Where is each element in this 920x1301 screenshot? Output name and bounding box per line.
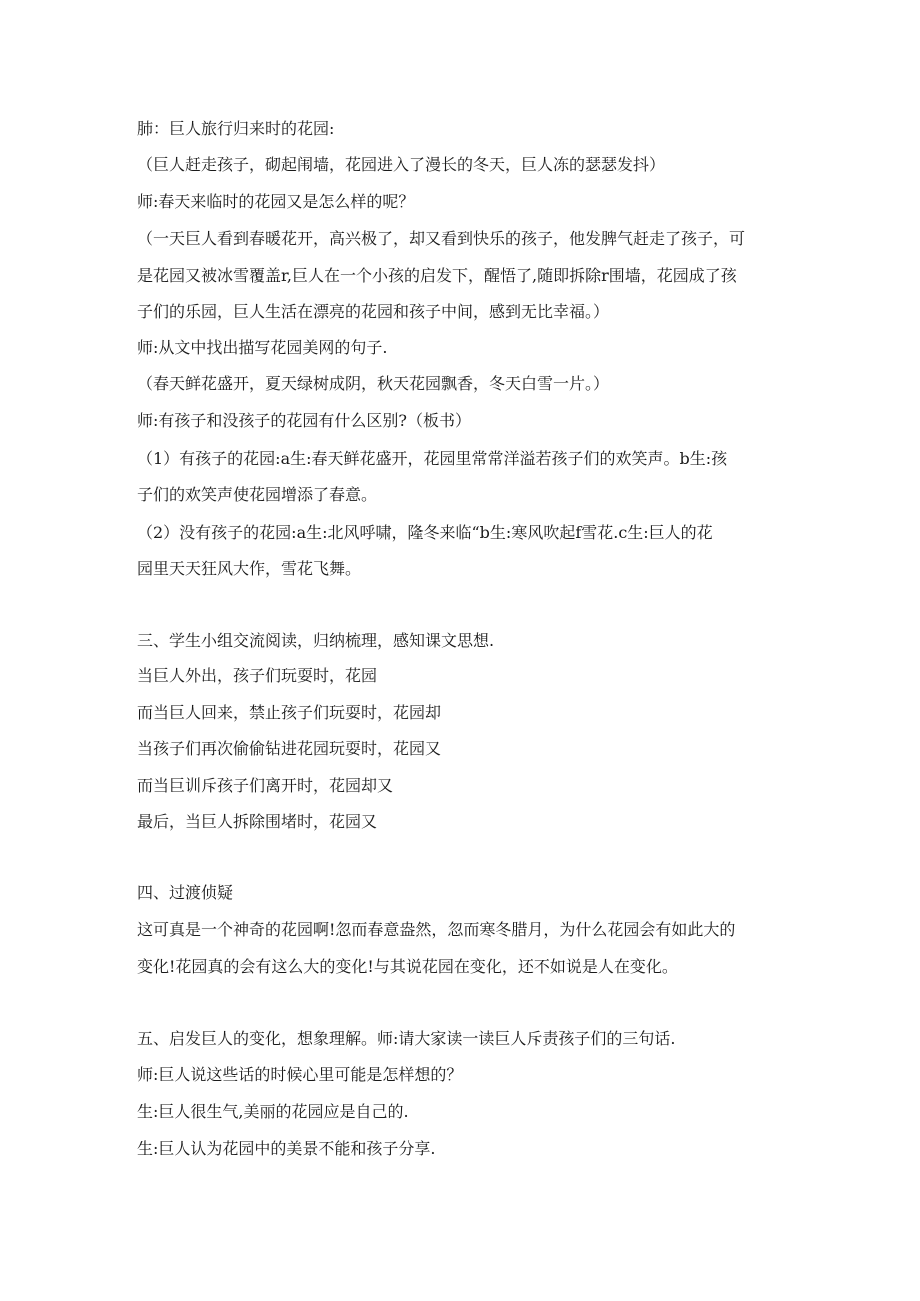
section-heading: 四、过渡侦疑 <box>137 883 234 902</box>
text-line: 生:巨人很生气,美丽的花园应是自己的. <box>137 1102 409 1121</box>
text-line: 最后，当巨人拆除围堵时，花园又 <box>137 812 378 831</box>
text-line: 师:从文中找出描写花园美网的句子. <box>137 338 388 357</box>
text-line: 园里天天狂风大作，雪花飞舞。 <box>137 559 362 578</box>
text-line: 而当巨训斥孩子们离开时，花园却又 <box>137 776 394 795</box>
section-heading: 五、启发巨人的变化，想象理解。师:请大家读一读巨人斥责孩子们的三句话. <box>137 1029 676 1048</box>
text-line: 当巨人外出，孩子们玩耍时，花园 <box>137 666 378 685</box>
text-line: 师:巨人说这些话的时候心里可能是怎样想的？ <box>137 1065 463 1084</box>
text-line: 是花园又被冰雪覆盖r,巨人在一个小孩的启发下，醒悟了,随即拆除r围墙，花园成了孩 <box>137 266 737 285</box>
text-line: 师:春天来临时的花园又是怎么样的呢？ <box>137 192 415 211</box>
text-line: （春天鲜花盛开，夏天绿树成阴，秋天花园飘香，冬天白雪一片。） <box>137 374 610 393</box>
text-line: 而当巨人回来，禁止孩子们玩耍时，花园却 <box>137 703 442 722</box>
text-line: （巨人赶走孩子，砌起闱墙，花园进入了漫长的冬天，巨人冻的瑟瑟发抖） <box>137 155 666 174</box>
text-line: 子们的欢笑声使花园增添了春意。 <box>137 485 378 504</box>
text-line: （1）有孩子的花园:a生:春天鲜花盛开，花园里常常洋溢若孩子们的欢笑声。b生:孩 <box>137 449 728 468</box>
text-line: 师:有孩子和没孩子的花园有什么区别?（板书） <box>137 411 471 430</box>
text-line: （2）没有孩子的花园:a生:北风呼啸，隆冬来临“b生:寒风吹起f雪花.c生:巨人的花 <box>137 523 713 542</box>
text-line: 这可真是一个神奇的花园啊!忽而春意盎然，忽而寒冬腊月，为什么花园会有如此大的 <box>137 920 736 939</box>
text-line: 生:巨人认为花园中的美景不能和孩子分享. <box>137 1139 436 1158</box>
text-line: 子们的乐园，巨人生活在漂亮的花园和孩子中间，感到无比幸福。） <box>137 302 610 321</box>
section-heading: 三、学生小组交流阅读，归纳梳理，感知课文思想. <box>137 631 495 650</box>
text-line: 当孩子们再次偷偷钻进花园玩耍时，花园又 <box>137 739 442 758</box>
text-line: 变化!花园真的会有这么大的变化!与其说花园在变化，还不如说是人在变化。 <box>137 957 678 976</box>
text-line: 肺：巨人旅行归来时的花园: <box>137 119 335 138</box>
text-line: （一天巨人看到春暖花开，高兴极了，却又看到快乐的孩子，他发脾气赶走了孩子，可 <box>137 229 746 248</box>
